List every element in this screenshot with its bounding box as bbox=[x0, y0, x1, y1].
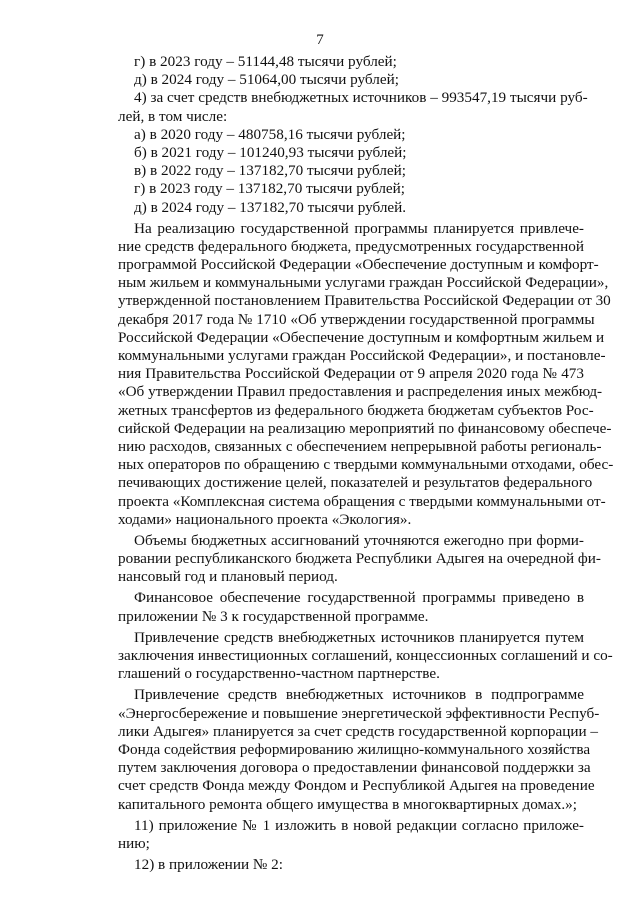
text-line: б) в 2021 году – 101240,93 тысячи рублей; bbox=[134, 143, 407, 161]
text-line: утвержденной постановлением Правительства Российской Федерации от 30 bbox=[118, 292, 611, 310]
text-line: Объемы бюджетных ассигнований уточняются ежегодно при форми- bbox=[134, 531, 584, 549]
text-line: Финансовое обеспечение государственной программы приведено в bbox=[134, 589, 584, 607]
text-line: жетных трансфертов из федерального бюджета бюджетам субъектов Рос- bbox=[118, 401, 594, 419]
text-line: ровании республиканского бюджета Республики Адыгея на очередной фи- bbox=[118, 550, 601, 568]
text-line: Привлечение средств внебюджетных источников в подпрограмме bbox=[134, 686, 584, 704]
text-line: сийской Федерации на реализацию мероприятий по финансовому обеспече- bbox=[118, 419, 612, 437]
text-line: 11) приложение № 1 изложить в новой редакции согласно приложе- bbox=[134, 816, 584, 834]
text-line: программой Российской Федерации «Обеспечение доступным и комфорт- bbox=[118, 256, 599, 274]
text-line: д) в 2024 году – 137182,70 тысячи рублей. bbox=[134, 198, 407, 216]
text-line: капитального ремонта общего имущества в многоквартирных домах.»; bbox=[118, 795, 577, 813]
text-line: ния Правительства Российской Федерации от 9 апреля 2020 года № 473 bbox=[118, 365, 584, 383]
text-line: счет средств Фонда между Фондом и Республикой Адыгея на проведение bbox=[118, 777, 595, 795]
text-line: Привлечение средств внебюджетных источников планируется путем bbox=[134, 628, 584, 646]
text-line: лей, в том числе: bbox=[118, 107, 228, 125]
text-line: глашений о государственно-частном партнерстве. bbox=[118, 665, 440, 683]
text-line: г) в 2023 году – 51144,48 тысячи рублей; bbox=[134, 53, 397, 70]
text-line: На реализацию государственной программы планируется привлече- bbox=[134, 219, 584, 237]
page-number: 7 bbox=[316, 32, 324, 48]
text-line: нансовый год и плановый период. bbox=[118, 568, 338, 586]
text-line: проекта «Комплексная система обращения с твердыми коммунальными от- bbox=[118, 492, 606, 510]
text-line: «Энергосбережение и повышение энергетической эффективности Респуб- bbox=[118, 704, 600, 722]
text-line: Российской Федерации «Обеспечение доступным и комфортным жильем и bbox=[118, 328, 605, 346]
text-line: декабря 2017 года № 1710 «Об утверждении государственной программы bbox=[118, 310, 595, 328]
text-line: ных операторов по обращению с твердыми коммунальными отходами, обес- bbox=[118, 456, 614, 474]
text-line: а) в 2020 году – 480758,16 тысячи рублей; bbox=[134, 125, 406, 143]
text-line: путем заключения договора о предоставлении финансовой поддержки за bbox=[118, 759, 591, 777]
text-line: ние средств федерального бюджета, предусмотренных государственной bbox=[118, 237, 584, 255]
text-line: заключения инвестиционных соглашений, концессионных соглашений и со- bbox=[118, 647, 613, 664]
text-line: ходами» национального проекта «Экология». bbox=[118, 510, 412, 528]
document-body bbox=[118, 53, 614, 874]
text-line: ным жильем и коммунальными услугами граждан Российской Федерации», bbox=[118, 274, 609, 292]
text-line: лики Адыгея» планируется за счет средств государственной корпорации – bbox=[118, 722, 599, 740]
text-line: печивающих достижение целей, показателей и результатов федерального bbox=[118, 474, 593, 492]
text-line: 12) в приложении № 2: bbox=[134, 856, 283, 874]
text-line: в) в 2022 году – 137182,70 тысячи рублей; bbox=[134, 162, 406, 180]
text-line: коммунальными услугами граждан Российской Федерации», и постановле- bbox=[118, 347, 606, 364]
text-line: нию; bbox=[118, 834, 150, 852]
text-line: нию расходов, связанных с обеспечением непрерывной работы региональ- bbox=[118, 437, 602, 455]
text-line: «Об утверждении Правил предоставления и распределения иных межбюд- bbox=[118, 383, 603, 401]
text-line: д) в 2024 году – 51064,00 тысячи рублей; bbox=[134, 71, 399, 89]
text-line: приложении № 3 к государственной программе. bbox=[118, 607, 429, 625]
text-line: Фонда содействия реформированию жилищно-коммунального хозяйства bbox=[118, 740, 591, 758]
text-line: г) в 2023 году – 137182,70 тысячи рублей; bbox=[134, 180, 406, 198]
text-line: 4) за счет средств внебюджетных источников – 993547,19 тысячи руб- bbox=[134, 89, 588, 107]
